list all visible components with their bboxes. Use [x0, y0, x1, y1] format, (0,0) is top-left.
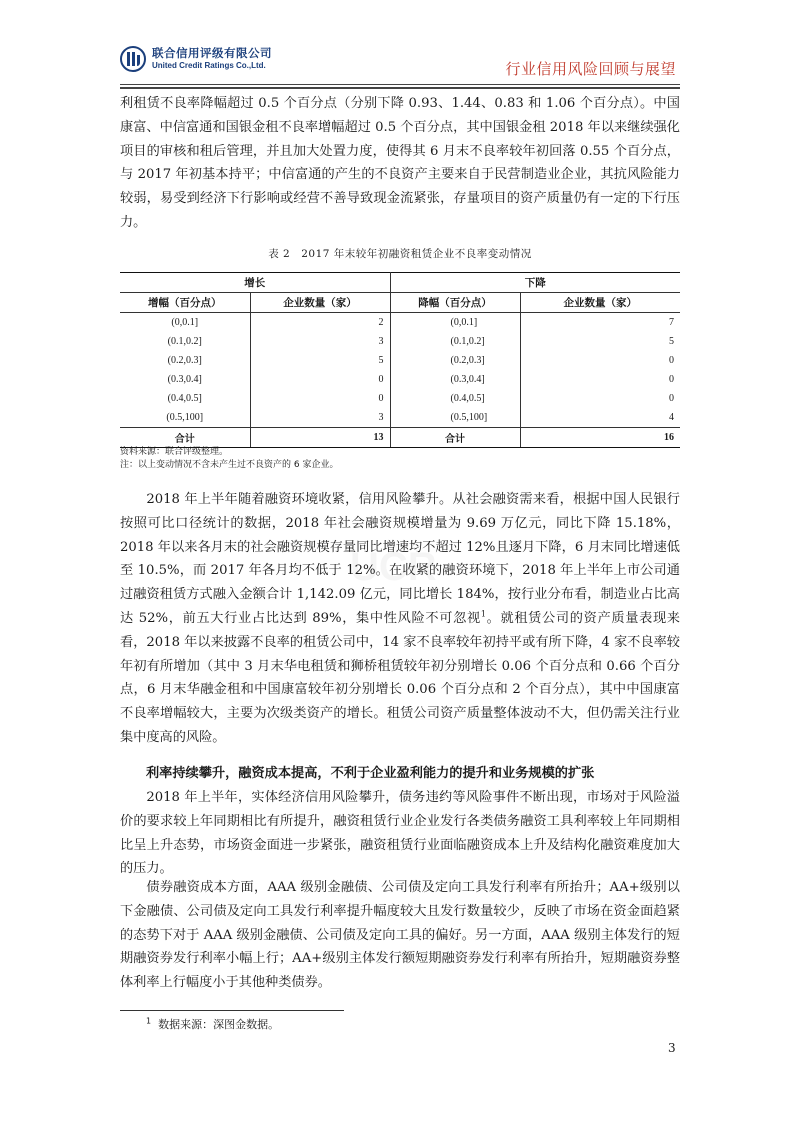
table-column-header-row	[120, 293, 680, 313]
cell-increase-range: (0.2,0.3]	[120, 351, 250, 370]
cell-increase-range: (0.4,0.5]	[120, 389, 250, 408]
cell-increase-count: 0	[250, 389, 390, 408]
col-header-increase-count: 企业数量（家）	[250, 293, 390, 313]
company-name-en: United Credit Ratings Co.,Ltd.	[152, 61, 266, 70]
header-divider	[120, 84, 680, 85]
cell-increase-count: 3	[250, 408, 390, 428]
footnote-mark: 1	[146, 1016, 152, 1026]
page-header	[120, 40, 680, 88]
section-heading: 利率持续攀升，融资成本提高，不利于企业盈利能力的提升和业务规模的扩张	[146, 766, 595, 781]
cell-increase-range: (0,0.1]	[120, 313, 250, 333]
cell-decrease-range: (0,0.1]	[390, 313, 520, 333]
company-name-cn: 联合信用评级有限公司	[152, 46, 272, 60]
total-label-decrease: 合计	[390, 428, 520, 448]
total-decrease-count: 16	[520, 428, 680, 448]
group-header-increase: 增长	[120, 273, 390, 293]
table-total-row	[120, 428, 680, 448]
cell-increase-count: 2	[250, 313, 390, 333]
cell-increase-range: (0.5,100]	[120, 408, 250, 428]
cell-decrease-range: (0.1,0.2]	[390, 332, 520, 351]
cell-increase-count: 3	[250, 332, 390, 351]
table-row	[120, 370, 680, 389]
table-notes	[120, 446, 338, 472]
table-group-header-row	[120, 273, 680, 293]
cell-decrease-count: 0	[669, 355, 674, 366]
cell-increase-count: 0	[250, 370, 390, 389]
footnote	[146, 1016, 279, 1032]
paragraph-2-part-b: 。就租赁公司的资产质量表现来看，2018 年以来披露不良率的租赁公司中，14 家不良率较年初持平或有所下降，4 家不良率较年初有所增加（其中 3 月末华电租赁和狮桥租赁较年初分别增长 0.06 个百分点和 0.66 个百分点，6 月末华融金租和中国康富较年初分别增长 0.06 个百分点和 2 个百分点），其中中国康富不良率增幅较大，主要为次级类资产的增长。租赁公司资产质量整体波动不大，但仍需关注行业集中度高的风险。	[120, 610, 680, 745]
table-row	[120, 408, 680, 428]
footnote-text: 数据来源：深图金数据。	[158, 1018, 280, 1031]
table-caption: 表 2 2017 年末较年初融资租赁企业不良率变动情况	[268, 248, 532, 260]
col-header-decrease-count: 企业数量（家）	[520, 293, 680, 313]
page-number: 3	[668, 1041, 676, 1055]
paragraph-2-part-a: 2018 年上半年随着融资环境收紧，信用风险攀升。从社会融资需来看，根据中国人民银行按照可比口径统计的数据，2018 年社会融资规模增量为 9.69 万亿元，同比下降 15.18%，2018 年以来各月末的社会融资规模存量同比增速均不超过 12%且逐月下降，6 月末同比增速低至 10.5%，而 2017 年各月均不低于 12%。在收紧的融资环境下，2018 年上半年上市公司通过融资租赁方式融入金额合计 1,142.09 亿元，同比增长 184%，按行业分布看，制造业占比高达 52%，前五大行业占比达到 89%，集中性风险不可忽视	[120, 492, 680, 626]
cell-decrease-count: 0	[669, 393, 674, 404]
cell-decrease-range: (0.3,0.4]	[390, 370, 520, 389]
total-label-increase: 合计	[120, 428, 250, 448]
cell-decrease-range: (0.5,100]	[390, 408, 520, 428]
col-header-increase-range: 增幅（百分点）	[120, 293, 250, 313]
cell-increase-range: (0.1,0.2]	[120, 332, 250, 351]
table-note: 注：以上变动情况不含未产生过不良资产的 6 家企业。	[120, 460, 339, 470]
table-row	[120, 332, 680, 351]
company-logo-icon	[120, 46, 146, 72]
cell-increase-range: (0.3,0.4]	[120, 370, 250, 389]
footnote-reference[interactable]: 1	[480, 609, 486, 619]
npl-change-table	[120, 272, 680, 448]
paragraph-2	[120, 488, 680, 750]
cell-decrease-count: 0	[669, 374, 674, 385]
cell-decrease-count: 5	[669, 336, 674, 347]
paragraph-1: 利租赁不良率降幅超过 0.5 个百分点（分别下降 0.93、1.44、0.83 和 1.06 个百分点）。中国康富、中信富通和国银金租不良率增幅超过 0.5 个百分点，其中国银金租 2018 年以来继续强化项目的审核和租后管理，并且加大处置力度，使得其 6 月末不良率较年初回落 0.55 个百分点，与 2017 年初基本持平；中信富通的产生的不良资产主要来自于民营制造业企业，其抗风险能力较弱，易受到经济下行影响或经营不善导致现金流紧张，存量项目的资产质量仍有一定的下行压力。	[120, 96, 680, 230]
total-increase-count: 13	[250, 428, 390, 448]
paragraph-4: 2018 年上半年，实体经济信用风险攀升，债务违约等风险事件不断出现，市场对于风险溢价的要求较上年同期相比有所提升，融资租赁行业企业发行各类债务融资工具利率较上年同期相比呈上升态势，市场资金面进一步紧张，融资租赁行业面临融资成本上升及结构化融资难度加大的压力。	[120, 790, 680, 877]
cell-increase-count: 5	[250, 351, 390, 370]
table-row	[120, 313, 680, 333]
table-source: 资料来源：联合评级整理。	[120, 447, 229, 457]
cell-decrease-range: (0.2,0.3]	[390, 351, 520, 370]
cell-decrease-count: 4	[669, 412, 674, 423]
cell-decrease-count: 7	[669, 317, 674, 328]
table-row	[120, 389, 680, 408]
cell-decrease-range: (0.4,0.5]	[390, 389, 520, 408]
report-title: 行业信用风险回顾与展望	[505, 60, 676, 78]
paragraph-5: 债券融资成本方面，AAA 级别金融债、公司债及定向工具发行利率有所抬升；AA+级别以下金融债、公司债及定向工具发行利率提升幅度较大且发行数量较少，反映了市场在资金面趋紧的态势下对于 AAA 级别金融债、公司债及定向工具的偏好。另一方面，AAA 级别主体发行的短期融资券发行利率小幅上行；AA+级别主体发行额短期融资券发行利率有所抬升，短期融资券整体利率上行幅度小于其他种类债券。	[120, 880, 680, 991]
table-row	[120, 351, 680, 370]
group-header-decrease: 下降	[390, 273, 680, 293]
header-divider-thick	[120, 87, 680, 89]
footnote-divider	[120, 1010, 344, 1011]
col-header-decrease-range: 降幅（百分点）	[390, 293, 520, 313]
